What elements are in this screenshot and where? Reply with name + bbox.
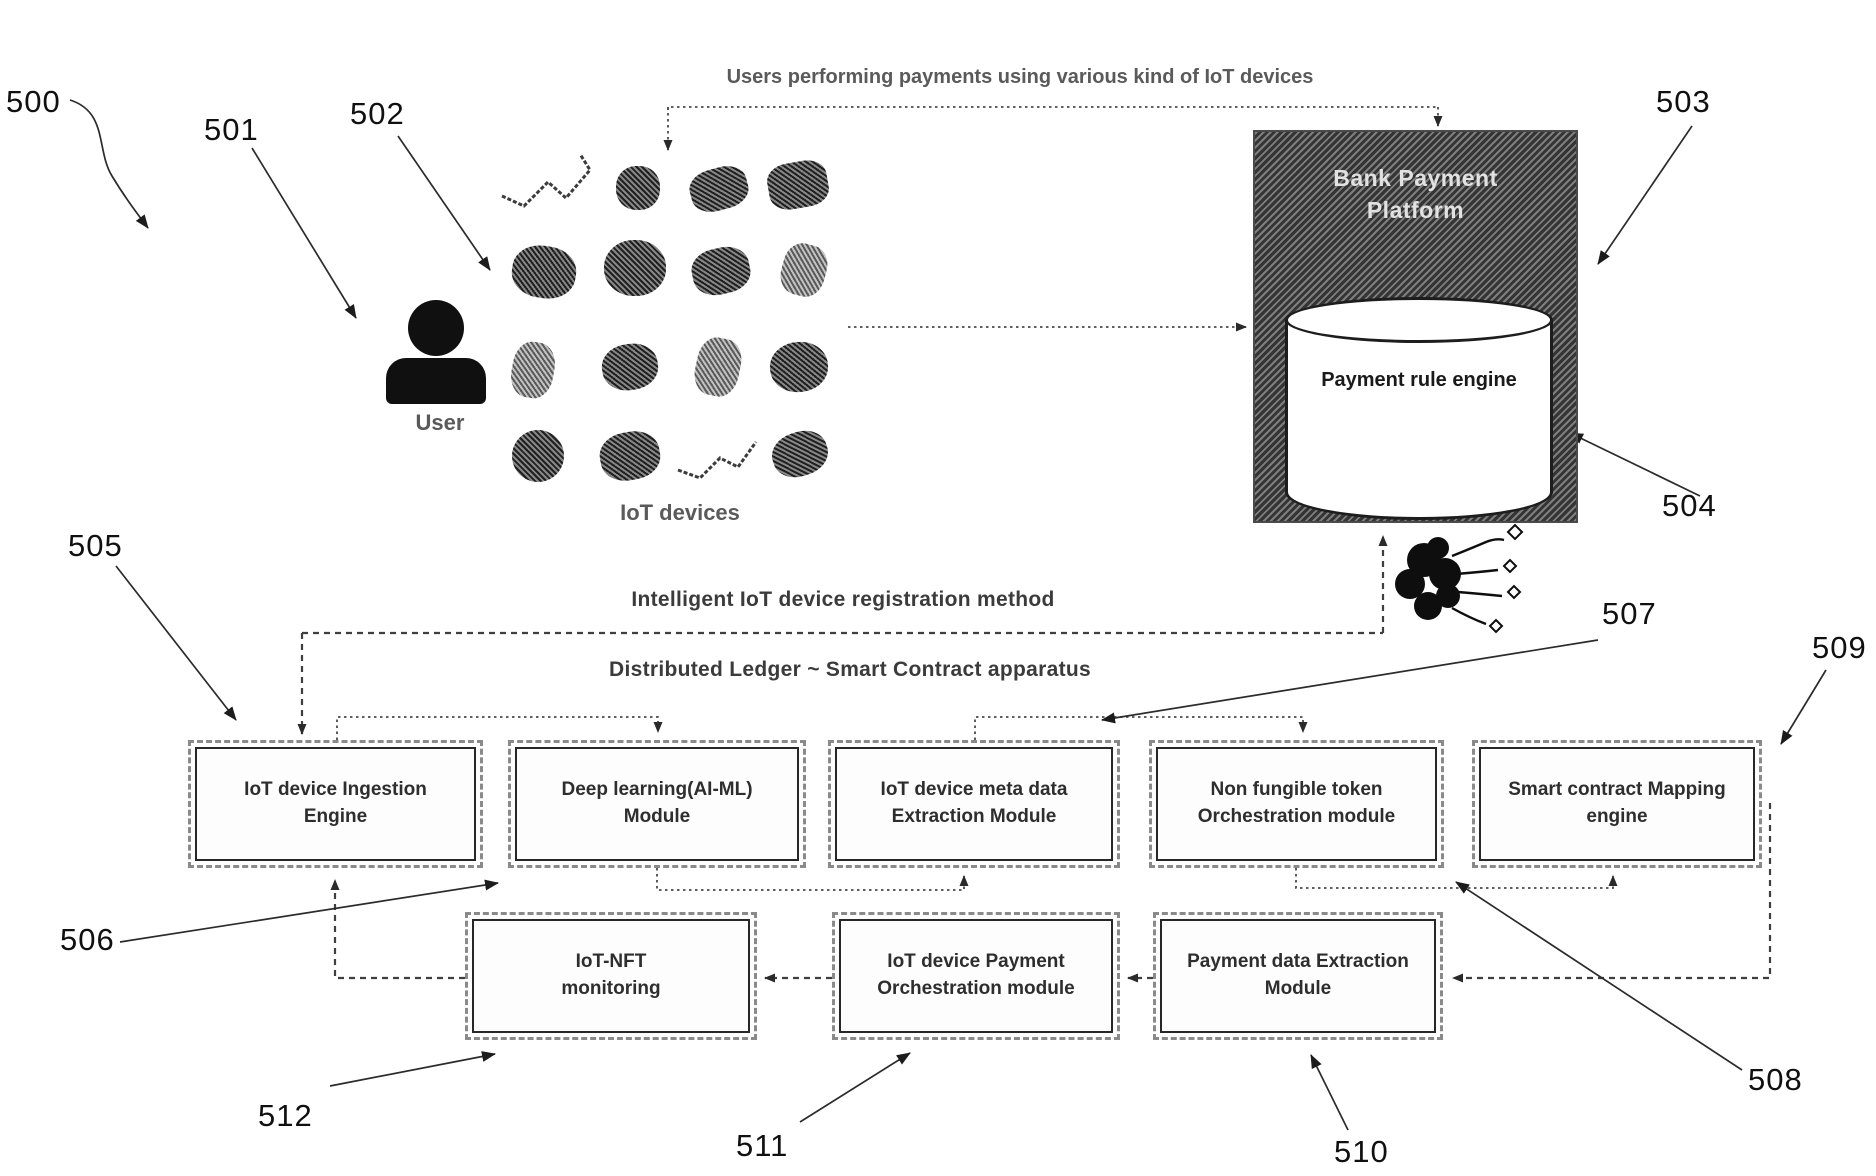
ref-label-502: 502 <box>350 96 405 131</box>
iot-device-icon <box>512 430 564 482</box>
registration-pathway <box>302 536 1383 734</box>
module-nft-orchestration <box>1149 740 1444 868</box>
ref-label-506: 506 <box>60 922 115 957</box>
module-label: Deep learning(AI-ML) Module <box>561 779 753 827</box>
module-label: Non fungible token Orchestration module <box>1197 779 1396 827</box>
caption-users-payments: Users performing payments using various kind of IoT devices <box>726 66 1314 88</box>
ref-label-503: 503 <box>1656 84 1711 119</box>
ref-label-508: 508 <box>1748 1062 1803 1097</box>
cylinder-body <box>1285 320 1553 520</box>
caption-user: User <box>415 410 465 435</box>
connector-ingestion-to-deeplearning <box>337 717 658 740</box>
module-iot-device-payment-orchestration <box>832 912 1120 1040</box>
ref-label-512: 512 <box>258 1098 313 1133</box>
connector-nftmonitoring-to-ingestion <box>335 880 465 978</box>
module-smart-contract-mapping <box>1472 740 1762 868</box>
ref-label-507: 507 <box>1602 596 1657 631</box>
module-iot-meta-data-extraction <box>828 740 1120 868</box>
module-label: IoT device Ingestion Engine <box>244 779 427 827</box>
connector-nft-to-smartcontract <box>1296 868 1613 888</box>
ref-label-509: 509 <box>1812 630 1867 665</box>
heading-registration-method: Intelligent IoT device registration method <box>631 588 1055 611</box>
module-deep-learning-ai-ml <box>508 740 806 868</box>
user-icon-body <box>386 358 486 404</box>
payment-rule-engine-cylinder <box>1285 297 1553 520</box>
ref-label-505: 505 <box>68 528 123 563</box>
module-iot-device-ingestion-engine <box>188 740 483 868</box>
ref-label-501: 501 <box>204 112 259 147</box>
module-label: IoT-NFT monitoring <box>561 951 661 999</box>
ref-label-504: 504 <box>1662 488 1717 523</box>
cylinder-top <box>1285 297 1553 343</box>
connector-deeplearning-to-metadata <box>657 868 964 890</box>
module-label: Payment data Extraction Module <box>1187 951 1409 999</box>
user-icon <box>408 300 464 356</box>
module-label: Smart contract Mapping engine <box>1508 779 1726 827</box>
ref-label-500: 500 <box>6 84 61 119</box>
caption-iot-devices: IoT devices <box>620 500 740 525</box>
connector-metadata-to-nft <box>975 717 1303 740</box>
ai-circuit-icon <box>1395 525 1522 632</box>
bank-platform-title: Bank Payment Platform <box>1333 165 1498 224</box>
payment-rule-engine-label: Payment rule engine <box>1321 369 1517 391</box>
iot-device-icon <box>616 166 660 210</box>
module-label: IoT device meta data Extraction Module <box>880 779 1068 827</box>
module-label: IoT device Payment Orchestration module <box>877 951 1075 999</box>
module-iot-nft-monitoring <box>465 912 757 1040</box>
iot-device-icon <box>604 240 666 296</box>
heading-distributed-ledger: Distributed Ledger ~ Smart Contract apparatus <box>608 658 1091 681</box>
ref-label-511: 511 <box>736 1128 789 1163</box>
ref-label-510: 510 <box>1334 1134 1389 1169</box>
module-payment-data-extraction <box>1153 912 1443 1040</box>
